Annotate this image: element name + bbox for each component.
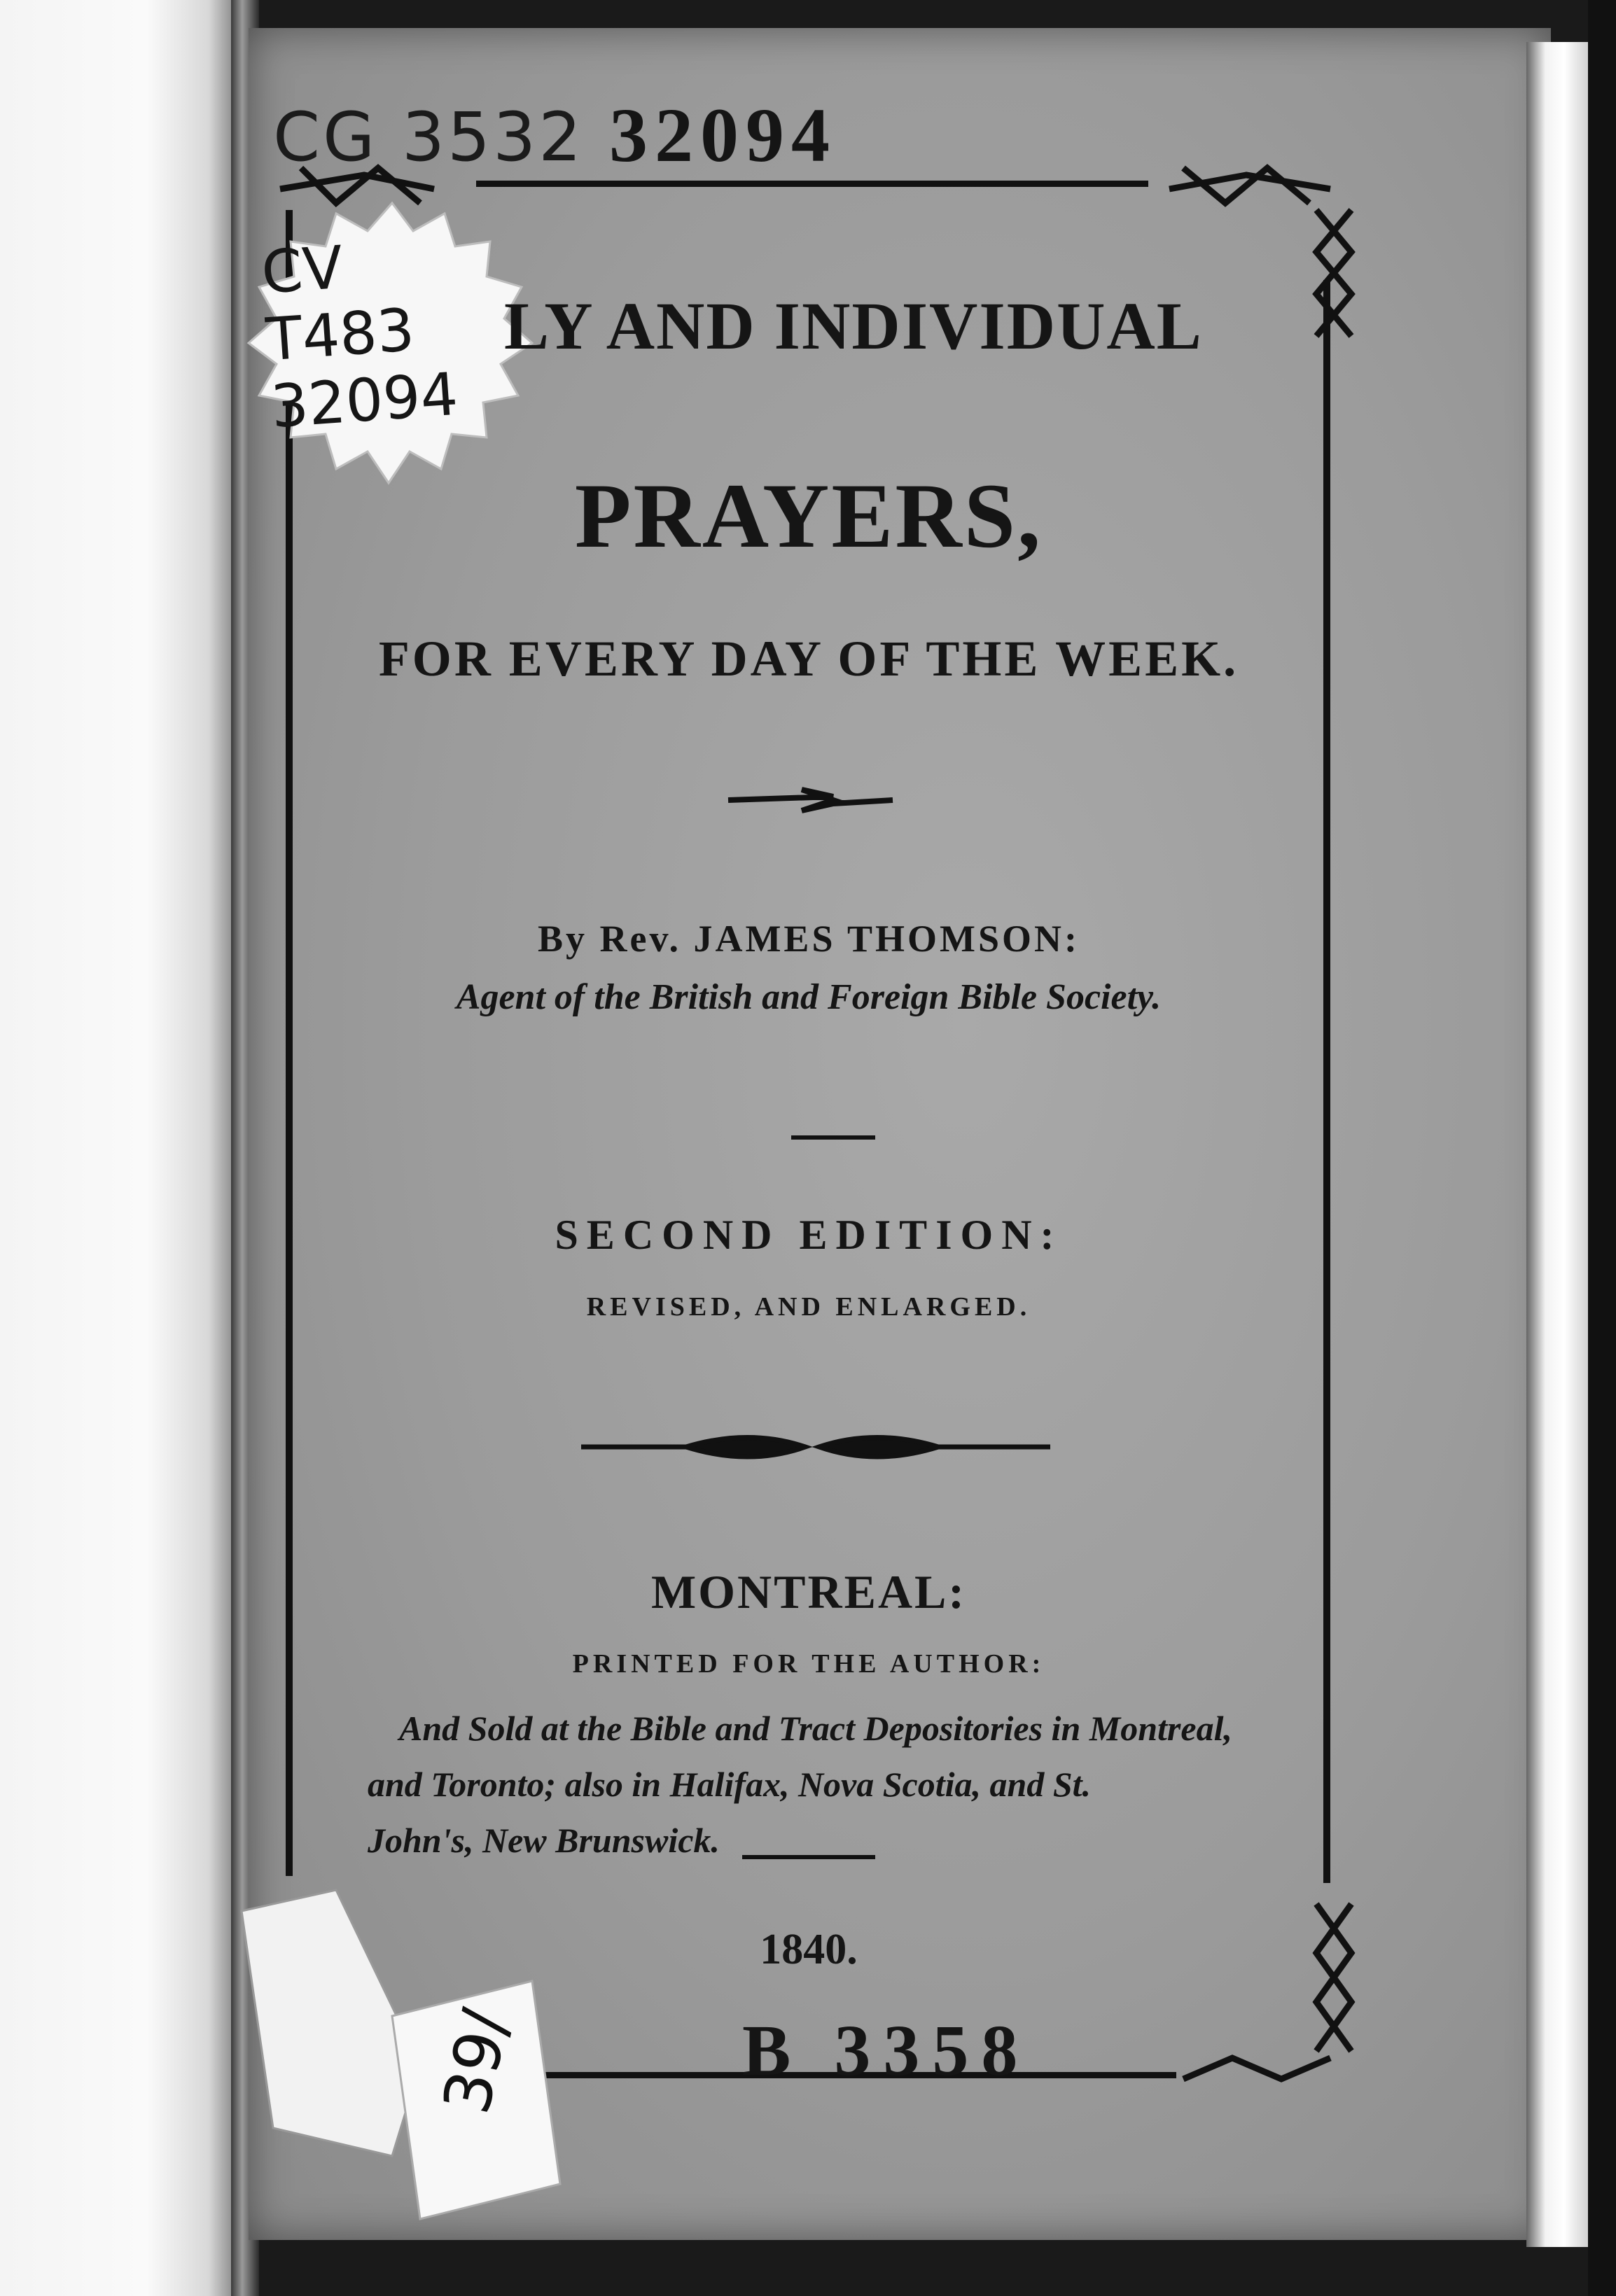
imprint-printer: PRINTED FOR THE AUTHOR: — [572, 1649, 1045, 1679]
author-role: Agent of the British and Foreign Bible Society. — [456, 977, 1162, 1017]
title-subtitle: FOR EVERY DAY OF THE WEEK. — [378, 631, 1239, 687]
sticker-line-1: CV — [259, 232, 345, 307]
sticker-handwriting — [259, 223, 503, 440]
title-main: PRAYERS, — [574, 464, 1043, 567]
paper-label-text: 39/ — [429, 2003, 524, 2120]
imprint-place: MONTREAL: — [650, 1565, 967, 1618]
imprint-sold-line-2: and Toronto; also in Halifax, Nova Scotia, and St. — [368, 1765, 1092, 1804]
edition-note: REVISED, AND ENLARGED. — [586, 1292, 1031, 1322]
author-name: By Rev. JAMES THOMSON: — [537, 918, 1080, 960]
short-rule — [791, 1135, 875, 1140]
edition-title: SECOND EDITION: — [555, 1212, 1063, 1258]
sticker-line-3: 32094 — [268, 359, 461, 442]
title-line-1: LY AND INDIVIDUAL — [504, 288, 1203, 363]
knot-right-vertical — [1316, 210, 1351, 336]
catalog-number-bottom: B 3358 — [742, 2010, 1031, 2091]
knot-bottom-right-horizontal — [1183, 2058, 1330, 2079]
shelfmark-handwriting: CG 3532 — [273, 98, 585, 176]
corner-knot-top-right — [1169, 168, 1330, 203]
imprint-sold-line-1: And Sold at the Bible and Tract Depositories in Montreal, — [399, 1709, 1232, 1748]
sticker-line-2: T483 — [263, 295, 417, 374]
ornament-rule-lower — [581, 1438, 1050, 1457]
imprint-sold-line-3: John's, New Brunswick. — [368, 1821, 720, 1860]
publication-year: 1840. — [760, 1926, 858, 1973]
ornament-rule-upper — [728, 790, 893, 811]
catalog-number-top: 32094 — [609, 92, 837, 178]
